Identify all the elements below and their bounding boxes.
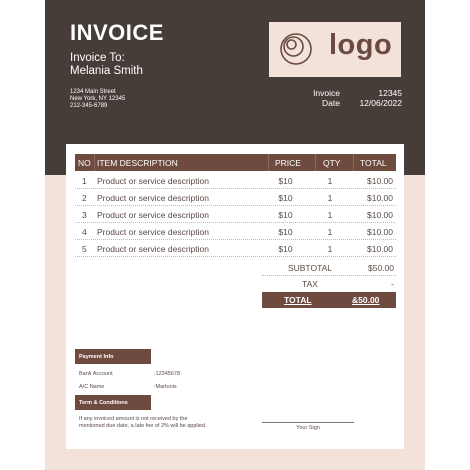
row-qty: 1 (327, 193, 333, 203)
row-price: $10 (278, 244, 293, 254)
tax-value: - (391, 279, 394, 289)
invoice-title: INVOICE (70, 20, 164, 45)
invoice-page (66, 144, 404, 449)
terms-heading-text: Term & Conditions (79, 400, 128, 406)
row-no: 1 (82, 176, 87, 186)
header-qty: QTY (323, 158, 341, 168)
ac-name-value: :Martunis (154, 384, 177, 390)
row-description: Product or service description (97, 176, 209, 186)
table-row (75, 223, 396, 240)
ac-name-label: A/C Name (79, 384, 105, 390)
subtotal-value: $50.00 (368, 263, 394, 273)
row-qty: 1 (327, 210, 333, 220)
client-address-city: New York, NY 12345 (70, 96, 126, 102)
table-row (75, 172, 396, 189)
header-no: NO (78, 158, 91, 168)
total-bar (262, 292, 396, 308)
invoice-date-label: Date (322, 98, 340, 108)
row-no: 3 (82, 210, 87, 220)
header-total: TOTAL (360, 158, 387, 168)
signature-label: Your Sign (296, 425, 320, 431)
row-description: Product or service description (97, 244, 209, 254)
terms-text-line-1: If any invoiced amount is not received by the (79, 416, 188, 422)
items-table-header (75, 154, 396, 171)
invoice-sheet (45, 0, 425, 470)
invoice-to-label: Invoice To: (70, 52, 125, 64)
bank-account-value: :12345678 (154, 371, 180, 377)
signature-line (262, 422, 354, 423)
logo-text: logo (329, 29, 393, 61)
row-qty: 1 (327, 244, 333, 254)
row-total: $10.00 (367, 193, 393, 203)
client-address-street: 1234 Main Street (70, 89, 116, 95)
logo (269, 22, 401, 77)
header-description: ITEM DESCRIPTION (97, 158, 178, 168)
bank-account-label: Bank Account (79, 371, 113, 377)
header-divider (353, 154, 354, 171)
row-price: $10 (278, 227, 293, 237)
row-description: Product or service description (97, 193, 209, 203)
row-qty: 1 (327, 176, 333, 186)
header-divider (94, 154, 95, 171)
row-description: Product or service description (97, 227, 209, 237)
row-price: $10 (278, 176, 293, 186)
client-phone: 212-345-6789 (70, 103, 108, 109)
row-total: $10.00 (367, 176, 393, 186)
subtotal-label: SUBTOTAL (287, 263, 333, 273)
row-no: 2 (82, 193, 87, 203)
row-no: 4 (82, 227, 87, 237)
logo-circles-icon (279, 28, 313, 70)
payment-info-heading-text: Payment Info (79, 354, 114, 360)
total-label: TOTAL (284, 295, 312, 305)
table-row (75, 240, 396, 257)
terms-heading (75, 395, 151, 410)
header-price: PRICE (275, 158, 301, 168)
client-name: Melania Smith (70, 65, 143, 77)
table-row (75, 189, 396, 206)
payment-info-heading (75, 349, 151, 364)
row-total: $10.00 (367, 244, 393, 254)
row-price: $10 (278, 210, 293, 220)
table-row (75, 206, 396, 223)
row-no: 5 (82, 244, 87, 254)
invoice-number-value: 12345 (378, 88, 402, 98)
row-price: $10 (278, 193, 293, 203)
invoice-date-value: 12/06/2022 (359, 98, 402, 108)
header-divider (315, 154, 316, 171)
row-qty: 1 (327, 227, 333, 237)
invoice-number-label: Invoice (313, 88, 340, 98)
total-value: &50.00 (352, 295, 380, 305)
terms-text-line-2: mentioned due date, a late fee of 2% will be applied. (79, 423, 207, 429)
row-total: $10.00 (367, 227, 393, 237)
summary-divider (262, 275, 396, 276)
header-divider (268, 154, 269, 171)
row-description: Product or service description (97, 210, 209, 220)
tax-label: TAX (302, 279, 318, 289)
row-total: $10.00 (367, 210, 393, 220)
